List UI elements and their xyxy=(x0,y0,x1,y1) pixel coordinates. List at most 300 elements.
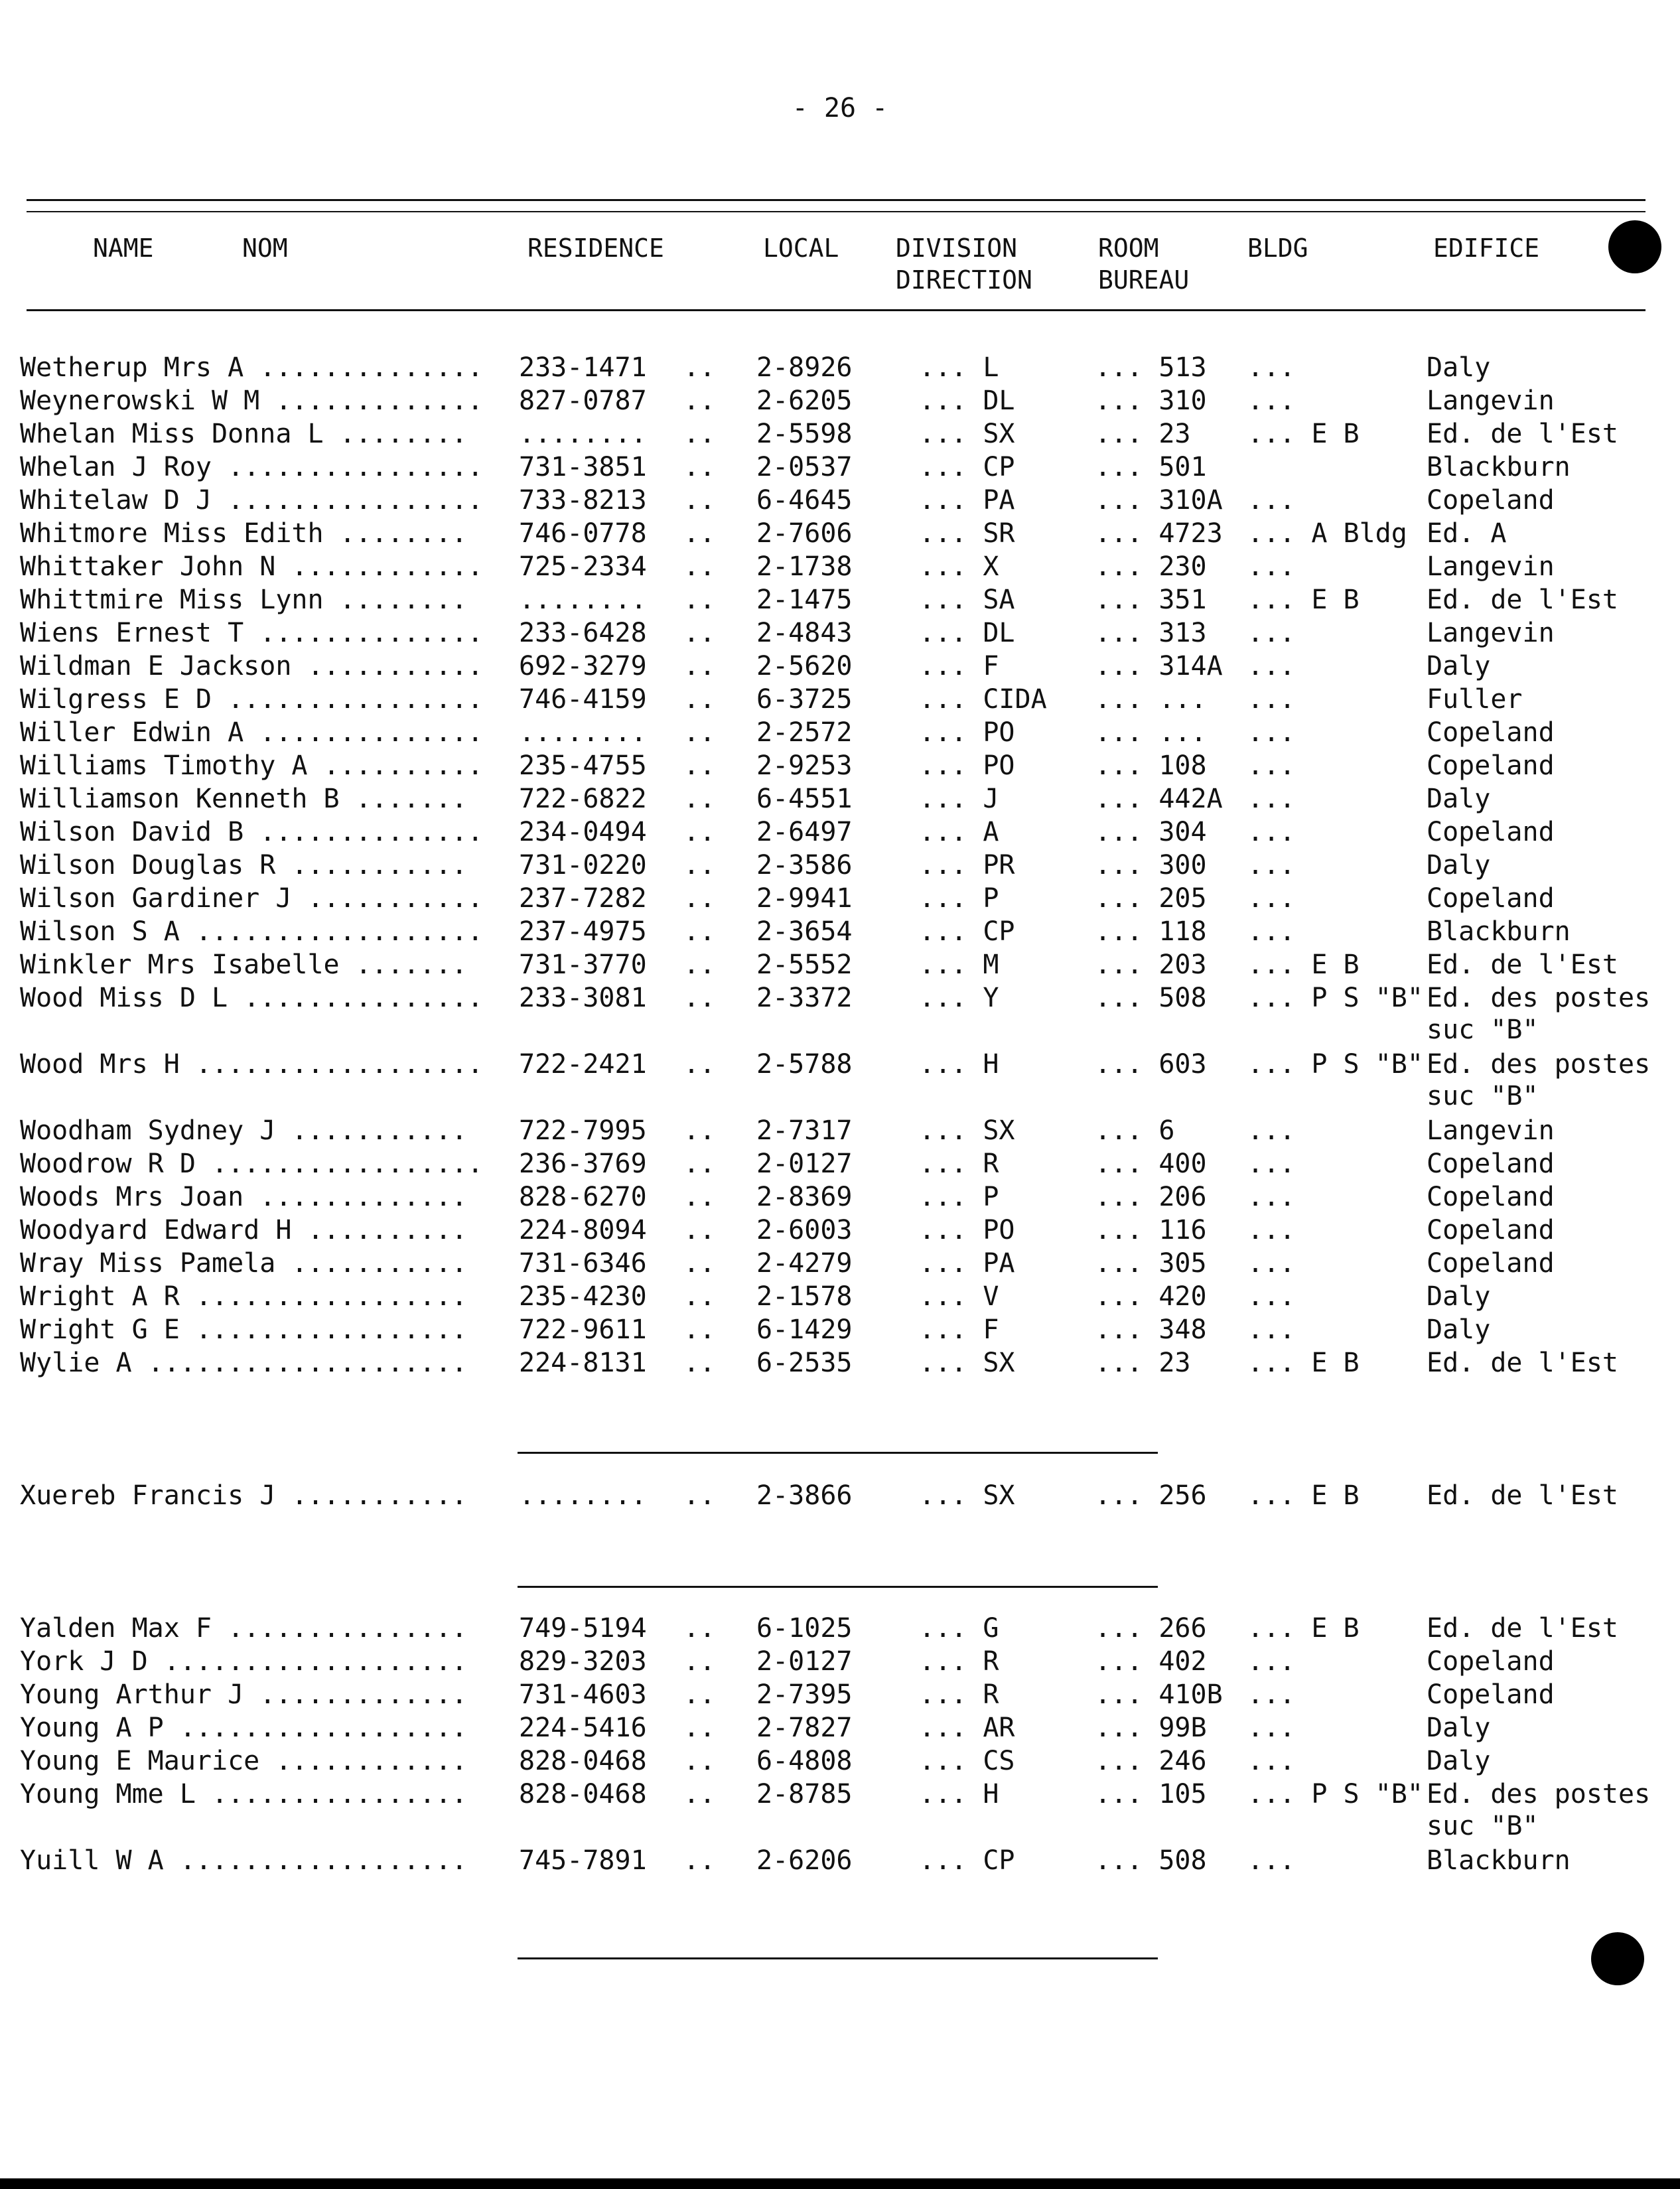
entry-residence: ........ xyxy=(519,1480,647,1511)
directory-row xyxy=(0,1745,1680,1777)
entry-edifice: Copeland xyxy=(1427,817,1555,847)
entry-bldg: ... E B xyxy=(1247,1613,1360,1644)
entry-edifice: Langevin xyxy=(1427,1115,1555,1146)
entry-bldg: ... xyxy=(1247,883,1296,914)
entry-division: ... PA xyxy=(919,485,1015,516)
entry-residence: 224-8131 xyxy=(519,1348,647,1378)
entry-local: 2-6206 xyxy=(756,1845,853,1876)
entry-edifice: Langevin xyxy=(1427,551,1555,582)
entry-edifice: Langevin xyxy=(1427,386,1555,416)
directory-row xyxy=(0,1845,1680,1876)
entry-bldg: ... xyxy=(1247,1248,1296,1279)
header-local: LOCAL xyxy=(763,234,839,263)
entry-room: ... 203 xyxy=(1095,950,1207,980)
entry-bldg: ... E B xyxy=(1247,1348,1360,1378)
entry-edifice: Copeland xyxy=(1427,1679,1555,1710)
entry-residence: 731-3851 xyxy=(519,452,647,482)
directory-row xyxy=(0,385,1680,417)
entry-bldg: ... A Bldg xyxy=(1247,518,1407,549)
entry-room: ... 402 xyxy=(1095,1646,1207,1677)
entry-residence: 828-6270 xyxy=(519,1182,647,1212)
entry-name: Whelan Miss Donna L ........ xyxy=(20,419,468,449)
entry-residence: 731-6346 xyxy=(519,1248,647,1279)
entry-edifice: Daly xyxy=(1427,1314,1491,1345)
entry-edifice: Daly xyxy=(1427,1713,1491,1743)
entry-division: ... V xyxy=(919,1281,999,1312)
entry-residence: 827-0787 xyxy=(519,386,647,416)
entry-name: Wilson S A .................. xyxy=(20,916,484,947)
entry-separator: .. xyxy=(683,684,716,715)
entry-bldg: ... xyxy=(1247,1845,1296,1876)
entry-bldg: ... E B xyxy=(1247,419,1360,449)
entry-bldg: ... xyxy=(1247,1713,1296,1743)
section-divider xyxy=(518,1586,1158,1588)
directory-row xyxy=(0,1247,1680,1279)
entry-name: Wilson Douglas R ........... xyxy=(20,850,468,881)
entry-residence: 224-8094 xyxy=(519,1215,647,1245)
entry-bldg: ... xyxy=(1247,1182,1296,1212)
entry-room: ... 108 xyxy=(1095,750,1207,781)
entry-room: ... 513 xyxy=(1095,352,1207,383)
entry-residence: 731-4603 xyxy=(519,1679,647,1710)
entry-bldg: ... xyxy=(1247,1314,1296,1345)
entry-edifice: Ed. des postes xyxy=(1427,1779,1651,1809)
entry-edifice: Langevin xyxy=(1427,618,1555,648)
entry-name: Young E Maurice ............ xyxy=(20,1746,468,1776)
entry-separator: .. xyxy=(683,518,716,549)
entry-separator: .. xyxy=(683,1049,716,1080)
entry-name: Yuill W A .................. xyxy=(20,1845,468,1876)
entry-edifice-continuation: suc "B" xyxy=(1427,1811,1539,1841)
entry-bldg: ... xyxy=(1247,551,1296,582)
entry-residence: ........ xyxy=(519,419,647,449)
entry-name: Young Mme L ................ xyxy=(20,1779,468,1809)
entry-name: Williams Timothy A .......... xyxy=(20,750,484,781)
entry-name: Wray Miss Pamela ........... xyxy=(20,1248,468,1279)
entry-local: 2-3372 xyxy=(756,983,853,1013)
entry-local: 2-5620 xyxy=(756,651,853,681)
entry-room: ... 230 xyxy=(1095,551,1207,582)
entry-separator: .. xyxy=(683,1646,716,1677)
entry-bldg: ... xyxy=(1247,817,1296,847)
entry-residence: 236-3769 xyxy=(519,1149,647,1179)
entry-name: York J D ................... xyxy=(20,1646,468,1677)
entry-name: Wood Miss D L ............... xyxy=(20,983,484,1013)
entry-division: ... F xyxy=(919,1314,999,1345)
directory-row xyxy=(0,1347,1680,1379)
directory-row xyxy=(0,1679,1680,1711)
entry-division: ... SR xyxy=(919,518,1015,549)
entry-separator: .. xyxy=(683,386,716,416)
entry-separator: .. xyxy=(683,1281,716,1312)
entry-bldg: ... xyxy=(1247,1215,1296,1245)
entry-bldg: ... xyxy=(1247,352,1296,383)
entry-local: 2-6003 xyxy=(756,1215,853,1245)
entry-local: 2-3866 xyxy=(756,1480,853,1511)
entry-edifice: Daly xyxy=(1427,1281,1491,1312)
entry-edifice-continuation: suc "B" xyxy=(1427,1015,1539,1045)
entry-edifice: Daly xyxy=(1427,1746,1491,1776)
section-divider xyxy=(518,1957,1158,1959)
entry-residence: ........ xyxy=(519,717,647,748)
entry-local: 2-7827 xyxy=(756,1713,853,1743)
header-rule-top xyxy=(27,199,1645,201)
entry-name: Wright G E ................. xyxy=(20,1314,468,1345)
entry-room: ... 314A xyxy=(1095,651,1223,681)
entry-name: Wilson David B .............. xyxy=(20,817,484,847)
header-name: NAME xyxy=(93,234,154,263)
directory-row xyxy=(0,352,1680,384)
entry-separator: .. xyxy=(683,1480,716,1511)
entry-bldg: ... P S "B" xyxy=(1247,983,1423,1013)
entry-room: ... 410B xyxy=(1095,1679,1223,1710)
entry-local: 2-1578 xyxy=(756,1281,853,1312)
entry-local: 6-1429 xyxy=(756,1314,853,1345)
section-divider xyxy=(518,1452,1158,1454)
directory-row xyxy=(0,949,1680,981)
entry-separator: .. xyxy=(683,983,716,1013)
entry-edifice: Ed. de l'Est xyxy=(1427,950,1618,980)
entry-room: ... 206 xyxy=(1095,1182,1207,1212)
entry-separator: .. xyxy=(683,784,716,814)
entry-local: 2-6205 xyxy=(756,386,853,416)
entry-bldg: ... xyxy=(1247,618,1296,648)
entry-division: ... Y xyxy=(919,983,999,1013)
entry-edifice: Copeland xyxy=(1427,1646,1555,1677)
entry-residence: 233-6428 xyxy=(519,618,647,648)
entry-edifice: Ed. de l'Est xyxy=(1427,1348,1618,1378)
entry-local: 2-0127 xyxy=(756,1646,853,1677)
entry-local: 2-4843 xyxy=(756,618,853,648)
page-number: - 26 - xyxy=(792,93,888,123)
entry-edifice: Ed. de l'Est xyxy=(1427,1480,1618,1511)
entry-division: ... X xyxy=(919,551,999,582)
entry-separator: .. xyxy=(683,1314,716,1345)
directory-row xyxy=(0,816,1680,848)
entry-separator: .. xyxy=(683,817,716,847)
entry-bldg: ... xyxy=(1247,717,1296,748)
entry-separator: .. xyxy=(683,883,716,914)
entry-edifice: Ed. de l'Est xyxy=(1427,1613,1618,1644)
entry-room: ... 266 xyxy=(1095,1613,1207,1644)
entry-separator: .. xyxy=(683,916,716,947)
entry-bldg: ... xyxy=(1247,784,1296,814)
directory-row xyxy=(0,551,1680,583)
entry-edifice: Copeland xyxy=(1427,750,1555,781)
entry-division: ... A xyxy=(919,817,999,847)
header-division: DIVISION DIRECTION xyxy=(896,234,1032,295)
entry-residence: 745-7891 xyxy=(519,1845,647,1876)
entry-division: ... M xyxy=(919,950,999,980)
entry-separator: .. xyxy=(683,585,716,615)
directory-row xyxy=(0,1314,1680,1346)
entry-division: ... R xyxy=(919,1149,999,1179)
entry-residence: 749-5194 xyxy=(519,1613,647,1644)
entry-residence: 235-4755 xyxy=(519,750,647,781)
entry-division: ... H xyxy=(919,1049,999,1080)
entry-division: ... CS xyxy=(919,1746,1015,1776)
entry-edifice: Daly xyxy=(1427,850,1491,881)
entry-edifice: Copeland xyxy=(1427,717,1555,748)
entry-residence: 828-0468 xyxy=(519,1779,647,1809)
entry-edifice: Daly xyxy=(1427,651,1491,681)
directory-row xyxy=(0,1214,1680,1246)
directory-row xyxy=(0,418,1680,450)
entry-residence: ........ xyxy=(519,585,647,615)
entry-edifice: Copeland xyxy=(1427,1182,1555,1212)
entry-name: Xuereb Francis J ........... xyxy=(20,1480,468,1511)
entry-edifice: Copeland xyxy=(1427,485,1555,516)
entry-separator: .. xyxy=(683,452,716,482)
entry-room: ... 118 xyxy=(1095,916,1207,947)
entry-edifice: Copeland xyxy=(1427,883,1555,914)
entry-residence: 237-7282 xyxy=(519,883,647,914)
directory-row xyxy=(0,1778,1680,1841)
entry-name: Whitmore Miss Edith ........ xyxy=(20,518,468,549)
entry-room: ... 99B xyxy=(1095,1713,1207,1743)
entry-name: Woods Mrs Joan ............. xyxy=(20,1182,468,1212)
entry-room: ... 508 xyxy=(1095,983,1207,1013)
entry-division: ... F xyxy=(919,651,999,681)
entry-name: Wetherup Mrs A .............. xyxy=(20,352,484,383)
directory-row xyxy=(0,1480,1680,1512)
entry-local: 2-8926 xyxy=(756,352,853,383)
entry-room: ... 400 xyxy=(1095,1149,1207,1179)
entry-bldg: ... xyxy=(1247,750,1296,781)
entry-room: ... 508 xyxy=(1095,1845,1207,1876)
entry-room: ... 6 xyxy=(1095,1115,1175,1146)
entry-edifice: Blackburn xyxy=(1427,916,1571,947)
entry-residence: 731-3770 xyxy=(519,950,647,980)
entry-residence: 746-0778 xyxy=(519,518,647,549)
entry-separator: .. xyxy=(683,1348,716,1378)
entry-name: Whittaker John N ............ xyxy=(20,551,484,582)
entry-edifice: Ed. de l'Est xyxy=(1427,585,1618,615)
entry-separator: .. xyxy=(683,618,716,648)
entry-room: ... 442A xyxy=(1095,784,1223,814)
header-rule-bottom xyxy=(27,309,1645,311)
entry-division: ... P xyxy=(919,1182,999,1212)
directory-row xyxy=(0,518,1680,549)
entry-room: ... 420 xyxy=(1095,1281,1207,1312)
entry-residence: 224-5416 xyxy=(519,1713,647,1743)
directory-row xyxy=(0,650,1680,682)
entry-residence: 237-4975 xyxy=(519,916,647,947)
entry-name: Woodham Sydney J ........... xyxy=(20,1115,468,1146)
directory-row xyxy=(0,717,1680,748)
entry-local: 2-8369 xyxy=(756,1182,853,1212)
entry-residence: 233-1471 xyxy=(519,352,647,383)
directory-row xyxy=(0,1181,1680,1213)
entry-local: 6-4645 xyxy=(756,485,853,516)
entry-room: ... 23 xyxy=(1095,419,1191,449)
entry-room: ... 23 xyxy=(1095,1348,1191,1378)
entry-local: 2-7606 xyxy=(756,518,853,549)
entry-separator: .. xyxy=(683,1845,716,1876)
entry-separator: .. xyxy=(683,850,716,881)
entry-room: ... ... xyxy=(1095,717,1207,748)
entry-name: Williamson Kenneth B ....... xyxy=(20,784,468,814)
directory-row xyxy=(0,484,1680,516)
entry-local: 2-1475 xyxy=(756,585,853,615)
entry-division: ... R xyxy=(919,1679,999,1710)
entry-room: ... 304 xyxy=(1095,817,1207,847)
entry-division: ... R xyxy=(919,1646,999,1677)
entry-edifice: Daly xyxy=(1427,352,1491,383)
directory-row xyxy=(0,849,1680,881)
entry-name: Wright A R ................. xyxy=(20,1281,468,1312)
directory-row xyxy=(0,451,1680,483)
entry-division: ... CP xyxy=(919,1845,1015,1876)
entry-residence: 746-4159 xyxy=(519,684,647,715)
entry-local: 2-0537 xyxy=(756,452,853,482)
entry-edifice: Ed. des postes xyxy=(1427,1049,1651,1080)
entry-local: 6-4808 xyxy=(756,1746,853,1776)
entry-name: Wildman E Jackson ........... xyxy=(20,651,484,681)
entry-room: ... 603 xyxy=(1095,1049,1207,1080)
entry-bldg: ... xyxy=(1247,1115,1296,1146)
entry-edifice: Blackburn xyxy=(1427,1845,1571,1876)
entry-name: Wiens Ernest T .............. xyxy=(20,618,484,648)
entry-separator: .. xyxy=(683,352,716,383)
entry-local: 6-4551 xyxy=(756,784,853,814)
entry-local: 2-2572 xyxy=(756,717,853,748)
header-edifice: EDIFICE xyxy=(1433,234,1540,263)
entry-room: ... 351 xyxy=(1095,585,1207,615)
entry-name: Weynerowski W M ............. xyxy=(20,386,484,416)
entry-edifice: Daly xyxy=(1427,784,1491,814)
entry-division: ... PO xyxy=(919,717,1015,748)
entry-edifice: Copeland xyxy=(1427,1248,1555,1279)
header-rule-top-2 xyxy=(27,211,1645,212)
entry-division: ... DL xyxy=(919,618,1015,648)
entry-separator: .. xyxy=(683,950,716,980)
entry-bldg: ... xyxy=(1247,386,1296,416)
entry-local: 2-7395 xyxy=(756,1679,853,1710)
directory-row xyxy=(0,1115,1680,1147)
entry-room: ... 348 xyxy=(1095,1314,1207,1345)
entry-residence: 722-2421 xyxy=(519,1049,647,1080)
entry-residence: 235-4230 xyxy=(519,1281,647,1312)
entry-residence: 731-0220 xyxy=(519,850,647,881)
entry-local: 2-5598 xyxy=(756,419,853,449)
entry-separator: .. xyxy=(683,1215,716,1245)
entry-separator: .. xyxy=(683,1779,716,1809)
entry-local: 6-1025 xyxy=(756,1613,853,1644)
entry-edifice: Ed. des postes xyxy=(1427,983,1651,1013)
entry-local: 6-3725 xyxy=(756,684,853,715)
directory-row xyxy=(0,617,1680,649)
entry-residence: 722-9611 xyxy=(519,1314,647,1345)
entry-division: ... PA xyxy=(919,1248,1015,1279)
entry-bldg: ... E B xyxy=(1247,1480,1360,1511)
entry-room: ... 310A xyxy=(1095,485,1223,516)
entry-local: 2-3654 xyxy=(756,916,853,947)
entry-name: Willer Edwin A .............. xyxy=(20,717,484,748)
entry-room: ... 501 xyxy=(1095,452,1207,482)
entry-bldg: ... E B xyxy=(1247,585,1360,615)
entry-local: 2-4279 xyxy=(756,1248,853,1279)
entry-division: ... H xyxy=(919,1779,999,1809)
entry-bldg: ... xyxy=(1247,651,1296,681)
entry-local: 2-5788 xyxy=(756,1049,853,1080)
entry-bldg: ... xyxy=(1247,1149,1296,1179)
entry-edifice: Blackburn xyxy=(1427,452,1571,482)
entry-room: ... 205 xyxy=(1095,883,1207,914)
entry-name: Wylie A .................... xyxy=(20,1348,468,1378)
entry-room: ... 310 xyxy=(1095,386,1207,416)
header-room: ROOM BUREAU xyxy=(1098,234,1190,295)
entry-residence: 692-3279 xyxy=(519,651,647,681)
entry-division: ... J xyxy=(919,784,999,814)
directory-row xyxy=(0,916,1680,948)
entry-division: ... CIDA xyxy=(919,684,1047,715)
entry-local: 2-9941 xyxy=(756,883,853,914)
entry-name: Woodrow R D ................. xyxy=(20,1149,484,1179)
entry-bldg: ... xyxy=(1247,916,1296,947)
entry-residence: 733-8213 xyxy=(519,485,647,516)
entry-room: ... 4723 xyxy=(1095,518,1223,549)
entry-division: ... CP xyxy=(919,916,1015,947)
directory-row xyxy=(0,1148,1680,1180)
directory-row xyxy=(0,1281,1680,1312)
entry-edifice: Copeland xyxy=(1427,1149,1555,1179)
directory-row xyxy=(0,1646,1680,1677)
entry-division: ... G xyxy=(919,1613,999,1644)
directory-row xyxy=(0,584,1680,616)
entry-name: Young Arthur J ............. xyxy=(20,1679,468,1710)
entry-division: ... DL xyxy=(919,386,1015,416)
entry-division: ... AR xyxy=(919,1713,1015,1743)
entry-separator: .. xyxy=(683,1182,716,1212)
entry-bldg: ... xyxy=(1247,1679,1296,1710)
entry-separator: .. xyxy=(683,551,716,582)
entry-separator: .. xyxy=(683,1746,716,1776)
entry-separator: .. xyxy=(683,1679,716,1710)
entry-name: Woodyard Edward H .......... xyxy=(20,1215,468,1245)
entry-room: ... ... xyxy=(1095,684,1207,715)
entry-room: ... 300 xyxy=(1095,850,1207,881)
entry-division: ... P xyxy=(919,883,999,914)
entry-edifice: Ed. de l'Est xyxy=(1427,419,1618,449)
entry-local: 2-8785 xyxy=(756,1779,853,1809)
directory-row xyxy=(0,783,1680,815)
directory-row xyxy=(0,1612,1680,1644)
entry-division: ... L xyxy=(919,352,999,383)
punch-hole-bottom xyxy=(1591,1932,1644,1985)
entry-local: 6-2535 xyxy=(756,1348,853,1378)
entry-room: ... 313 xyxy=(1095,618,1207,648)
entry-name: Wilgress E D ................ xyxy=(20,684,484,715)
directory-row xyxy=(0,1712,1680,1744)
entry-residence: 828-0468 xyxy=(519,1746,647,1776)
directory-row xyxy=(0,982,1680,1045)
entry-local: 2-1738 xyxy=(756,551,853,582)
entry-division: ... SX xyxy=(919,1115,1015,1146)
entry-local: 2-9253 xyxy=(756,750,853,781)
entry-division: ... SX xyxy=(919,1348,1015,1378)
entry-name: Young A P .................. xyxy=(20,1713,468,1743)
entry-division: ... PR xyxy=(919,850,1015,881)
entry-division: ... SX xyxy=(919,419,1015,449)
entry-bldg: ... xyxy=(1247,1646,1296,1677)
entry-edifice: Copeland xyxy=(1427,1215,1555,1245)
entry-local: 2-7317 xyxy=(756,1115,853,1146)
entry-local: 2-3586 xyxy=(756,850,853,881)
entry-name: Whelan J Roy ................ xyxy=(20,452,484,482)
directory-row xyxy=(0,1048,1680,1111)
entry-room: ... 116 xyxy=(1095,1215,1207,1245)
